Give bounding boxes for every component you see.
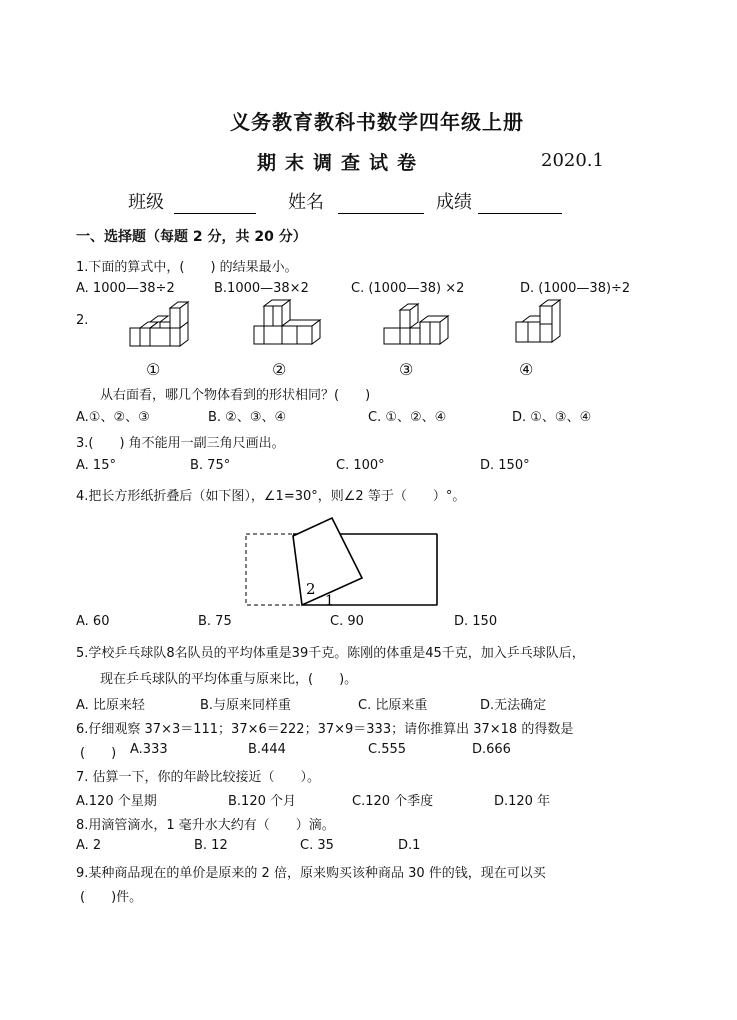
q5-option-b[interactable]: B.与原来同样重: [200, 698, 292, 713]
q6-option-d[interactable]: D.666: [472, 742, 511, 757]
q2-option-c[interactable]: C. ①、②、④: [368, 410, 447, 425]
name-blank[interactable]: [338, 195, 424, 214]
q5-option-d[interactable]: D.无法确定: [480, 698, 547, 713]
q2-option-a[interactable]: A.①、②、③: [76, 410, 150, 425]
q6-option-a[interactable]: A.333: [130, 742, 168, 757]
figure-label-3: ③: [399, 360, 414, 379]
q8-option-d[interactable]: D.1: [398, 838, 421, 853]
cube-figure-3: [378, 300, 454, 352]
q4-option-a[interactable]: A. 60: [76, 614, 110, 629]
class-blank[interactable]: [174, 195, 256, 214]
score-field[interactable]: [436, 188, 562, 214]
q2-stem: 从右面看，哪几个物体看到的形状相同？( ): [100, 388, 371, 403]
q5-option-a[interactable]: A. 比原来轻: [76, 698, 145, 713]
q2-option-d[interactable]: D. ①、③、④: [512, 410, 592, 425]
exam-subtitle: 期末调查试卷: [257, 152, 426, 174]
q9-stem-cont: ( )件。: [80, 890, 143, 905]
q1-option-b[interactable]: B.1000—38×2: [214, 281, 309, 296]
angle-1-label: 1: [325, 593, 334, 609]
section-heading: 一、选择题（每题 2 分，共 20 分）: [76, 229, 307, 245]
class-label: 班级: [128, 192, 164, 213]
q5-option-c[interactable]: C. 比原来重: [358, 698, 428, 713]
cube-figure-1: [126, 300, 192, 352]
q7-stem: 7. 估算一下，你的年龄比较接近（ ）。: [76, 770, 321, 785]
q5-line2: 现在乒乓球队的平均体重与原来比，( )。: [100, 672, 358, 687]
q3-option-b[interactable]: B. 75°: [190, 458, 231, 473]
q6-stem: 6.仔细观察 37×3＝111；37×6＝222；37×9＝333；请你推算出 37×18 的得数是: [76, 722, 574, 737]
cube-figure-4: [510, 298, 566, 352]
exam-title: 义务教育教科书数学四年级上册: [230, 110, 524, 134]
q1-option-a[interactable]: A. 1000—38÷2: [76, 281, 175, 296]
q1-option-c[interactable]: C. (1000—38) ×2: [351, 281, 465, 296]
q6-option-c[interactable]: C.555: [368, 742, 407, 757]
folded-rectangle-figure: [240, 510, 444, 610]
figure-label-2: ②: [272, 360, 287, 379]
class-field[interactable]: [128, 188, 256, 214]
angle-2-label: 2: [306, 580, 316, 598]
q2-option-b[interactable]: B. ②、③、④: [208, 410, 287, 425]
q4-option-c[interactable]: C. 90: [330, 614, 364, 629]
score-blank[interactable]: [478, 195, 562, 214]
q7-option-a[interactable]: A.120 个星期: [76, 794, 157, 809]
q8-option-c[interactable]: C. 35: [300, 838, 334, 853]
name-label: 姓名: [288, 192, 324, 213]
q7-option-c[interactable]: C.120 个季度: [352, 794, 434, 809]
q8-option-b[interactable]: B. 12: [194, 838, 228, 853]
q9-stem: 9.某种商品现在的单价是原来的 2 倍，原来购买该种商品 30 件的钱，现在可以买: [76, 866, 546, 881]
q3-option-a[interactable]: A. 15°: [76, 458, 116, 473]
q1-option-d[interactable]: D. (1000—38)÷2: [520, 281, 631, 296]
q6-option-b[interactable]: B.444: [248, 742, 286, 757]
name-field[interactable]: [288, 188, 424, 214]
q2-number: 2.: [76, 313, 89, 328]
q7-option-d[interactable]: D.120 年: [494, 794, 551, 809]
q8-stem: 8.用滴管滴水，1 毫升水大约有（ ）滴。: [76, 818, 335, 833]
q3-stem: 3.( ) 角不能用一副三角尺画出。: [76, 436, 285, 451]
q4-stem: 4.把长方形纸折叠后（如下图），∠1=30°，则∠2 等于（ ）°。: [76, 489, 466, 504]
q6-blank: ( ): [80, 746, 117, 761]
q4-option-d[interactable]: D. 150: [454, 614, 498, 629]
q8-option-a[interactable]: A. 2: [76, 838, 102, 853]
figure-label-1: ①: [146, 360, 161, 379]
q7-option-b[interactable]: B.120 个月: [228, 794, 296, 809]
q3-option-c[interactable]: C. 100°: [336, 458, 385, 473]
cube-figure-2: [250, 298, 324, 352]
q1-stem: 1.下面的算式中，( ) 的结果最小。: [76, 260, 298, 275]
score-label: 成绩: [436, 192, 472, 213]
q4-option-b[interactable]: B. 75: [198, 614, 232, 629]
figure-label-4: ④: [519, 360, 534, 379]
q3-option-d[interactable]: D. 150°: [480, 458, 530, 473]
q5-line1: 5.学校乒乓球队8名队员的平均体重是39千克。陈刚的体重是45千克，加入乒乓球队后，: [76, 646, 585, 661]
exam-date: 2020.1: [541, 150, 604, 171]
